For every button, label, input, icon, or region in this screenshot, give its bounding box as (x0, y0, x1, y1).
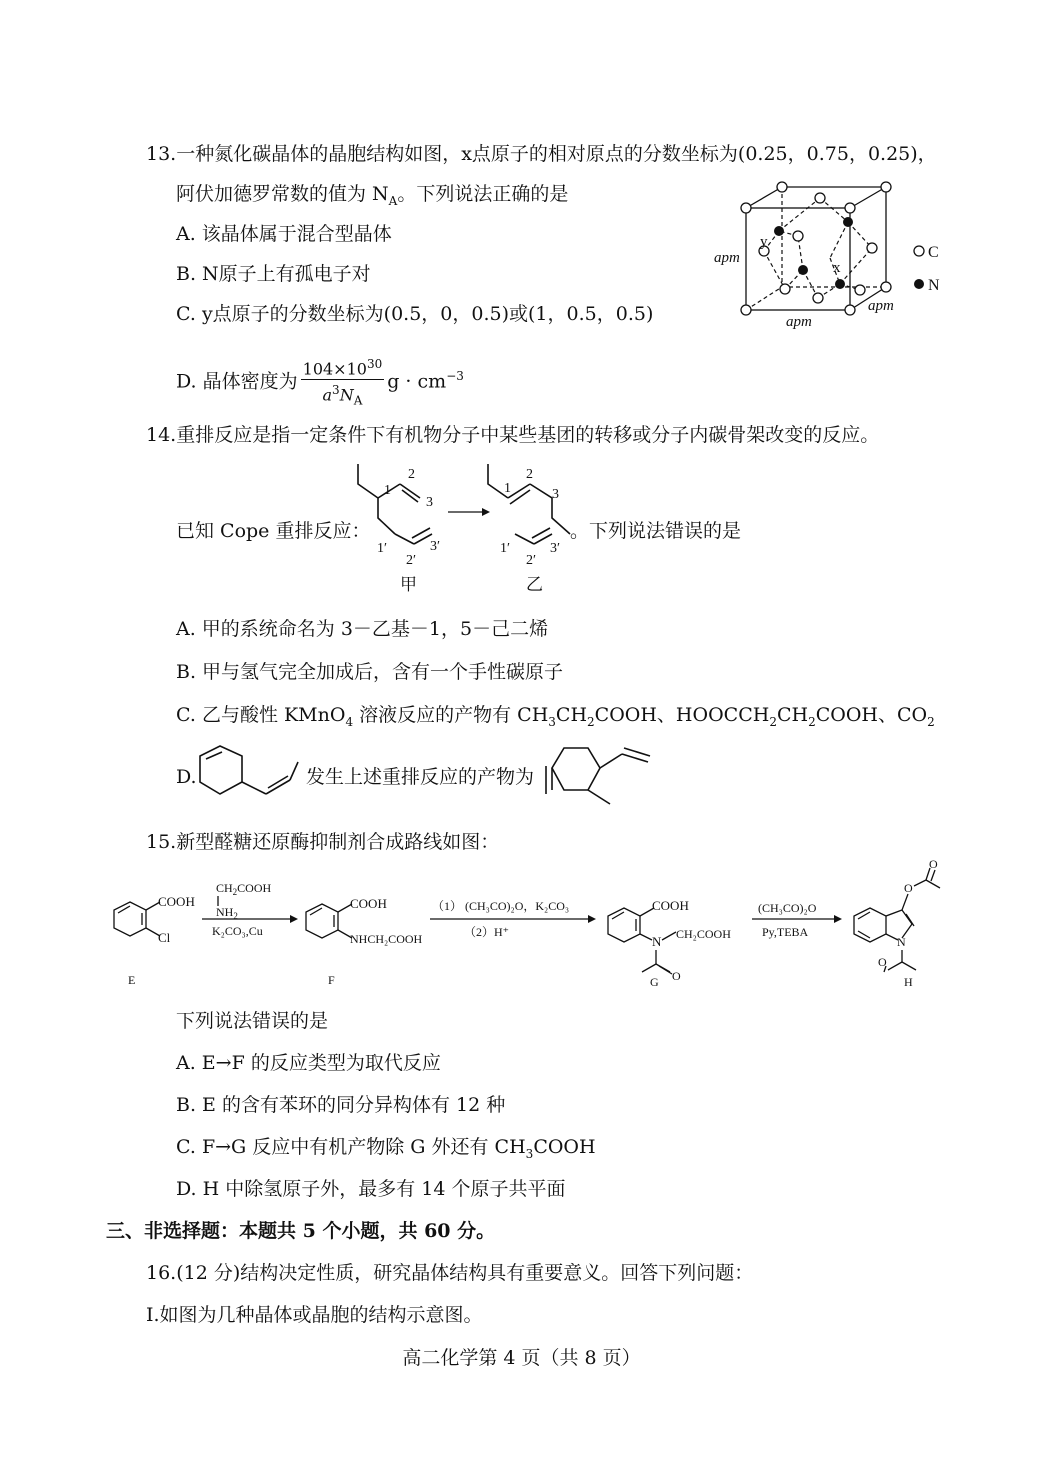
r3-conditions: Py,TEBA (762, 925, 809, 939)
f-substituent: NHCH₂COOH (350, 932, 423, 946)
label-y: y (760, 234, 768, 250)
jia-num-2: 2 (408, 467, 415, 482)
e-cooh: COOH (158, 894, 195, 909)
q14-option-d-text: 发生上述重排反应的产物为 (306, 766, 535, 788)
q14-known-pre: 已知 Cope 重排反应： (176, 520, 371, 542)
synthesis-route-figure (100, 857, 960, 996)
yi-num-3p: 3′ (550, 541, 561, 556)
r1-reagent-1: $CH_2COOH$ (216, 881, 272, 897)
q14-option-b: B. 甲与氢气完全加成后，含有一个手性碳原子 (176, 661, 564, 683)
q15-option-c: C. F→G 反应中有机产物除 G 外还有 $CH_3COOH$ (176, 1136, 596, 1161)
label-x: x (833, 260, 841, 276)
density-fraction: $\frac{104\times 10^{30}}{a^3N_A}$ (301, 354, 385, 411)
q13-stem-line1: 13.一种氮化碳晶体的晶胞结构如图，x点原子的相对原点的分数坐标为(0.25，0.75，0.25)， (146, 143, 937, 165)
legend-n-label: N (928, 277, 940, 294)
label-apm-left: apm (714, 250, 740, 266)
legend-c-label: C (928, 244, 939, 261)
label-apm-bottom: apm (786, 314, 812, 330)
g-label: G (650, 975, 659, 989)
q13-option-c: C. y点原子的分数坐标为(0.5，0，0.5)或(1，0.5，0.5) (176, 303, 654, 325)
jia-num-3p: 3′ (430, 539, 441, 554)
h-o2: O (929, 857, 938, 871)
option-d-product-structure (538, 742, 668, 812)
q14-known-post: 。下列说法错误的是 (570, 520, 742, 542)
label-apm-right: apm (868, 298, 894, 314)
page-footer: 高二化学第 4 页（共 8 页） (402, 1347, 641, 1369)
q13-option-b: B. N原子上有孤电子对 (176, 263, 371, 285)
q15-option-b: B. E 的含有苯环的同分异构体有 12 种 (176, 1094, 506, 1116)
q13-option-a: A. 该晶体属于混合型晶体 (176, 223, 392, 245)
g-n: N (652, 934, 662, 949)
h-o3: O (878, 955, 887, 969)
jia-num-3: 3 (426, 495, 433, 510)
q14-option-a: A. 甲的系统命名为 3－乙基－1，5－己二烯 (176, 618, 549, 640)
yi-num-1p: 1′ (500, 541, 511, 556)
r3-reagent: (CH₃CO)₂O (758, 901, 817, 915)
yi-num-2: 2 (526, 467, 533, 482)
e-cl: Cl (158, 930, 171, 945)
jia-num-1: 1 (384, 483, 391, 498)
h-label: H (904, 975, 913, 989)
q15-stem: 15.新型醛糖还原酶抑制剂合成路线如图： (146, 831, 500, 853)
q14-stem: 14.重排反应是指一定条件下有机物分子中某些基团的转移或分子内碳骨架改变的反应。 (146, 424, 880, 446)
q14-option-d-label: D. (176, 766, 197, 788)
g-ch2cooh: CH₂COOH (676, 927, 731, 941)
r1-conditions: K₂CO₃,Cu (212, 924, 263, 938)
r1-reagent-2: $NH_2$ (216, 905, 238, 921)
h-n: N (897, 935, 906, 949)
h-o1: O (904, 881, 913, 895)
yi-num-1: 1 (504, 481, 511, 496)
yi-num-2p: 2′ (526, 553, 537, 568)
q15-option-d: D. H 中除氢原子外，最多有 14 个原子共平面 (176, 1178, 566, 1200)
label-jia: 甲 (400, 575, 417, 594)
r2-reagent: （1） (CH₃CO)₂O，K₂CO₃ (432, 899, 570, 913)
section-title: 三、非选择题：本题共 5 个小题，共 60 分。 (106, 1220, 496, 1242)
q13-stem-line2: 阿伏加德罗常数的值为 $N_A$。下列说法正确的是 (176, 183, 569, 208)
q15-option-a: A. E→F 的反应类型为取代反应 (176, 1052, 441, 1074)
r2-conditions: （2）H⁺ (464, 925, 510, 939)
g-o: O (672, 969, 681, 983)
jia-num-2p: 2′ (406, 553, 417, 568)
legend-c-icon (914, 246, 924, 256)
g-cooh: COOH (652, 898, 689, 913)
f-cooh: COOH (350, 896, 387, 911)
e-label: E (128, 973, 136, 987)
label-yi: 乙 (526, 575, 543, 594)
q13-option-d: D. 晶体密度为 $\frac{104\times 10^{30}}{a^3N_A}$ $g \cdot cm^{-3}$ (176, 354, 464, 411)
legend-n-icon (914, 279, 924, 289)
q16-part1: Ⅰ.如图为几种晶体或晶胞的结构示意图。 (146, 1304, 483, 1326)
yi-num-3: 3 (552, 487, 559, 502)
cope-rearrangement-figure (340, 462, 590, 602)
crystal-cell-figure (700, 178, 960, 328)
option-d-reactant-structure (198, 742, 308, 812)
q14-option-c: C. 乙与酸性 KMnO$_4$ 溶液反应的产物有 $CH_3CH_2COOH$、$HOOCCH_2CH_2COOH$、$CO_2$ (176, 704, 935, 729)
q16-stem: 16.(12 分)结构决定性质，研究晶体结构具有重要意义。回答下列问题： (146, 1262, 754, 1284)
jia-num-1p: 1′ (377, 541, 388, 556)
f-label: F (328, 973, 335, 987)
q15-ask: 下列说法错误的是 (176, 1010, 329, 1032)
